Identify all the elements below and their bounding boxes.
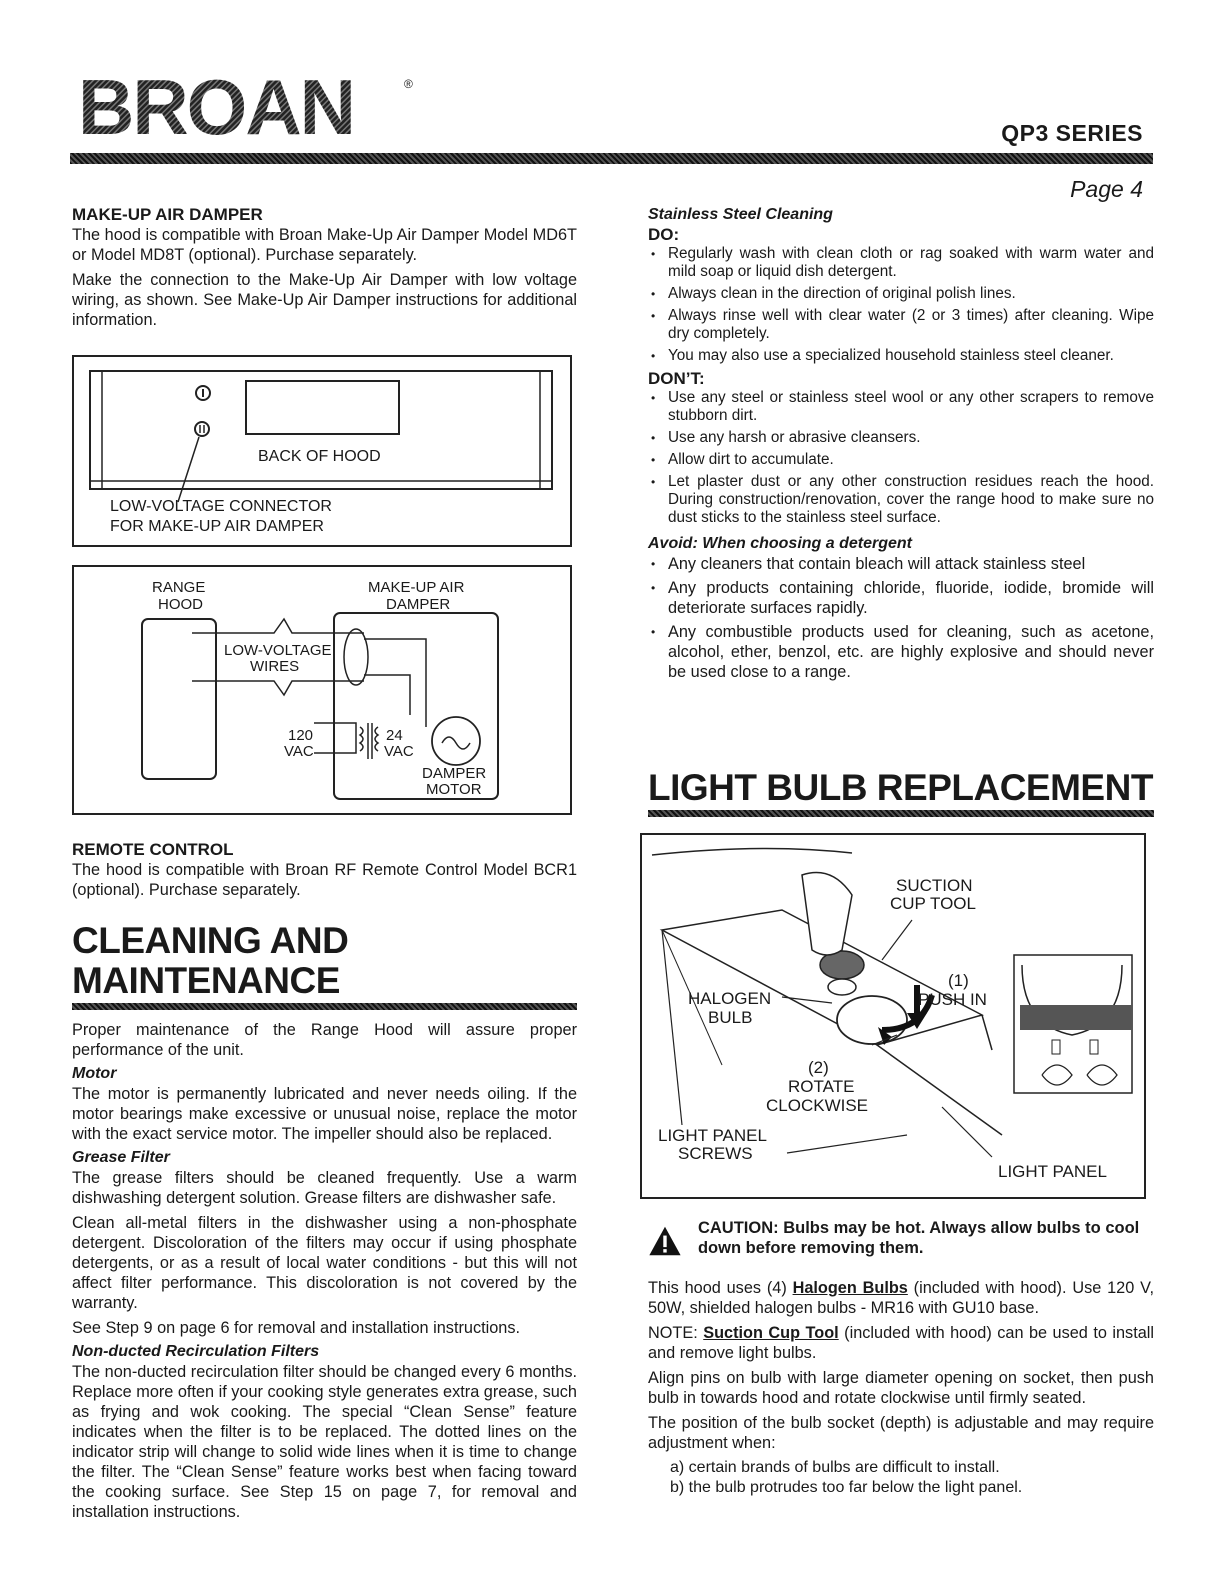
list-item: • Regularly wash with clean cloth or rag soaked with warm water and mild soap or liquid dish detergent. bbox=[648, 245, 1154, 281]
makeup-p2: Make the connection to the Make-Up Air Damper with low voltage wiring, as shown. See Make-Up Air Damper instructions for additional information. bbox=[72, 271, 577, 329]
caution-box bbox=[648, 1218, 1154, 1264]
cleaning-title: CLEANING AND MAINTENANCE bbox=[72, 920, 349, 1001]
stainless-heading: Stainless Steel Cleaning bbox=[648, 206, 833, 223]
light-panel-screws-label-1: LIGHT PANEL bbox=[658, 1126, 767, 1145]
left-column-lower bbox=[72, 840, 577, 1527]
cleaning-intro: Proper maintenance of the Range Hood will assure proper performance of the unit. bbox=[72, 1021, 577, 1059]
grease-heading: Grease Filter bbox=[72, 1149, 170, 1166]
left-column bbox=[72, 205, 577, 335]
v120-label: 120 bbox=[288, 727, 314, 744]
avoid-heading: Avoid: When choosing a detergent bbox=[648, 535, 913, 552]
cleaning-title-rule bbox=[72, 1003, 577, 1010]
avoid-list bbox=[648, 554, 1154, 682]
bulb-p2: NOTE: Suction Cup Tool (included with hood) can be used to install and remove light bulbs. bbox=[648, 1324, 1155, 1362]
bulb-title-rule bbox=[648, 810, 1154, 817]
broan-logo bbox=[78, 72, 418, 142]
cup-tool-label: CUP TOOL bbox=[890, 894, 976, 913]
damper-motor-label-1: DAMPER bbox=[422, 765, 487, 782]
registered-mark: ® bbox=[404, 77, 413, 91]
wires-label: WIRES bbox=[250, 658, 300, 675]
damper-label: DAMPER bbox=[386, 596, 451, 613]
damper-motor-label-2: MOTOR bbox=[426, 781, 482, 798]
list-item: • Always rinse well with clear water (2 or 3 times) after cleaning. Wipe dry completely. bbox=[648, 307, 1154, 343]
connector-label-2: FOR MAKE-UP AIR DAMPER bbox=[110, 518, 324, 535]
list-item: • Any cleaners that contain bleach will attack stainless steel bbox=[648, 554, 1154, 574]
list-item: • Allow dirt to accumulate. bbox=[648, 451, 1154, 469]
makeup-air-label: MAKE-UP AIR bbox=[368, 579, 465, 596]
bulb-p1: This hood uses (4) Halogen Bulbs (included with hood). Use 120 V, 50W, shielded halogen bulbs - MR16 with GU10 base. bbox=[648, 1279, 1154, 1317]
bulb-section bbox=[648, 768, 1154, 817]
motor-p: The motor is permanently lubricated and never needs oiling. If the motor bearings make excessive or unusual noise, replace the motor with the exact service motor. The impeller should also be replaced. bbox=[72, 1085, 577, 1143]
series-label: QP3 SERIES bbox=[1001, 120, 1143, 146]
makeup-heading: MAKE-UP AIR DAMPER bbox=[72, 205, 263, 224]
do-list bbox=[648, 245, 1154, 365]
light-panel-screws-label-2: SCREWS bbox=[678, 1144, 753, 1163]
remote-heading: REMOTE CONTROL bbox=[72, 840, 234, 859]
low-voltage-label: LOW-VOLTAGE bbox=[224, 642, 332, 659]
step2-label: (2) bbox=[808, 1058, 829, 1077]
page-number: Page 4 bbox=[1070, 176, 1143, 202]
push-in-label: PUSH IN bbox=[918, 990, 987, 1009]
nonducted-p: The non-ducted recirculation filter should be changed every 6 months. Replace more often if your cooking style generates extra grease, such as frying and wok cooking. The special “Clean Sense” feature indicates when the filter is to be replaced. The dotted lines on the indicator strip will change to solid wide lines when it is time to change the filter. The “Clean Sense” feature works best when facing toward the cooking surface. See Step 15 on page 7, for removal and installation instructions. bbox=[72, 1363, 577, 1521]
grease-p2: Clean all-metal filters in the dishwasher using a non-phosphate detergent. Discoloration of the filters may occur if using phosphate detergents, or as a result of local water conditions - but this will not affect filter performance. This discoloration is not covered by the warranty. bbox=[72, 1214, 577, 1312]
dont-list bbox=[648, 389, 1154, 527]
suction-label: SUCTION bbox=[896, 876, 973, 895]
nonducted-heading: Non-ducted Recirculation Filters bbox=[72, 1343, 320, 1360]
list-item: • Always clean in the direction of original polish lines. bbox=[648, 285, 1154, 303]
bulb-item-a: a) certain brands of bulbs are difficult to install. bbox=[670, 1459, 1000, 1476]
vac1-label: VAC bbox=[284, 743, 314, 760]
halogen-bulbs-link[interactable]: Halogen Bulbs bbox=[792, 1279, 908, 1297]
right-column bbox=[648, 206, 1154, 686]
back-of-hood-diagram bbox=[72, 355, 572, 547]
list-item: • Any products containing chloride, fluoride, iodide, bromide will deteriorate surfaces rapidly. bbox=[648, 578, 1154, 618]
list-item: • Use any harsh or abrasive cleansers. bbox=[648, 429, 1154, 447]
vac2-label: VAC bbox=[384, 743, 414, 760]
list-item: • You may also use a specialized household stainless steel cleaner. bbox=[648, 347, 1154, 365]
range-label: RANGE bbox=[152, 579, 206, 596]
wiring-diagram bbox=[72, 565, 572, 815]
caution-text: CAUTION: Bulbs may be hot. Always allow bulbs to cool down before removing them. bbox=[697, 1219, 1140, 1257]
list-item: • Any combustible products used for cleaning, such as acetone, alcohol, ether, benzol, etc. are highly explosive and should never be used close to a range. bbox=[648, 622, 1154, 682]
list-item: • Use any steel or stainless steel wool or any other scrapers to remove stubborn dirt. bbox=[648, 389, 1154, 425]
grease-p3: See Step 9 on page 6 for removal and installation instructions. bbox=[72, 1319, 521, 1337]
rotate-label: ROTATE bbox=[788, 1077, 855, 1096]
bulb-item-b: b) the bulb protrudes too far below the light panel. bbox=[670, 1479, 1023, 1496]
halogen-label: HALOGEN bbox=[688, 989, 772, 1008]
bulb-label: BULB bbox=[708, 1008, 753, 1027]
warning-icon bbox=[648, 1218, 682, 1264]
light-panel-label: LIGHT PANEL bbox=[998, 1162, 1107, 1181]
bulb-p4: The position of the bulb socket (depth) is adjustable and may require adjustment when: bbox=[648, 1414, 1154, 1452]
connector-label-1: LOW-VOLTAGE CONNECTOR bbox=[110, 498, 332, 515]
remote-p: The hood is compatible with Broan RF Remote Control Model BCR1 (optional). Purchase separately. bbox=[72, 861, 577, 899]
clockwise-label: CLOCKWISE bbox=[766, 1096, 869, 1115]
hood-label: HOOD bbox=[158, 596, 203, 613]
suction-cup-tool-link[interactable]: Suction Cup Tool bbox=[703, 1324, 839, 1342]
grease-p1: The grease filters should be cleaned frequently. Use a warm dishwashing detergent solution. Grease filters are dishwasher safe. bbox=[72, 1169, 577, 1207]
bulb-title: LIGHT BULB REPLACEMENT bbox=[648, 767, 1153, 808]
v24-label: 24 bbox=[386, 727, 403, 744]
list-item: • Let plaster dust or any other construction residues reach the hood. During construction/renovation, cover the range hood to make sure no dust sticks to the stainless steel surface. bbox=[648, 473, 1154, 527]
do-heading: DO: bbox=[648, 225, 680, 244]
step1-label: (1) bbox=[948, 971, 969, 990]
svg-text:BROAN: BROAN bbox=[78, 72, 354, 142]
bulb-p3: Align pins on bulb with large diameter opening on socket, then push bulb in towards hood and rotate clockwise until firmly seated. bbox=[648, 1369, 1154, 1407]
makeup-p1: The hood is compatible with Broan Make-Up Air Damper Model MD6T or Model MD8T (optional). Purchase separately. bbox=[72, 226, 577, 264]
header-rule bbox=[70, 153, 1153, 164]
wiring-drawing bbox=[74, 567, 570, 813]
motor-heading: Motor bbox=[72, 1065, 117, 1082]
bulb-diagram bbox=[640, 833, 1146, 1199]
back-of-hood-label: BACK OF HOOD bbox=[258, 448, 381, 465]
dont-heading: DON’T: bbox=[648, 369, 705, 388]
bulb-text bbox=[648, 1208, 1154, 1498]
